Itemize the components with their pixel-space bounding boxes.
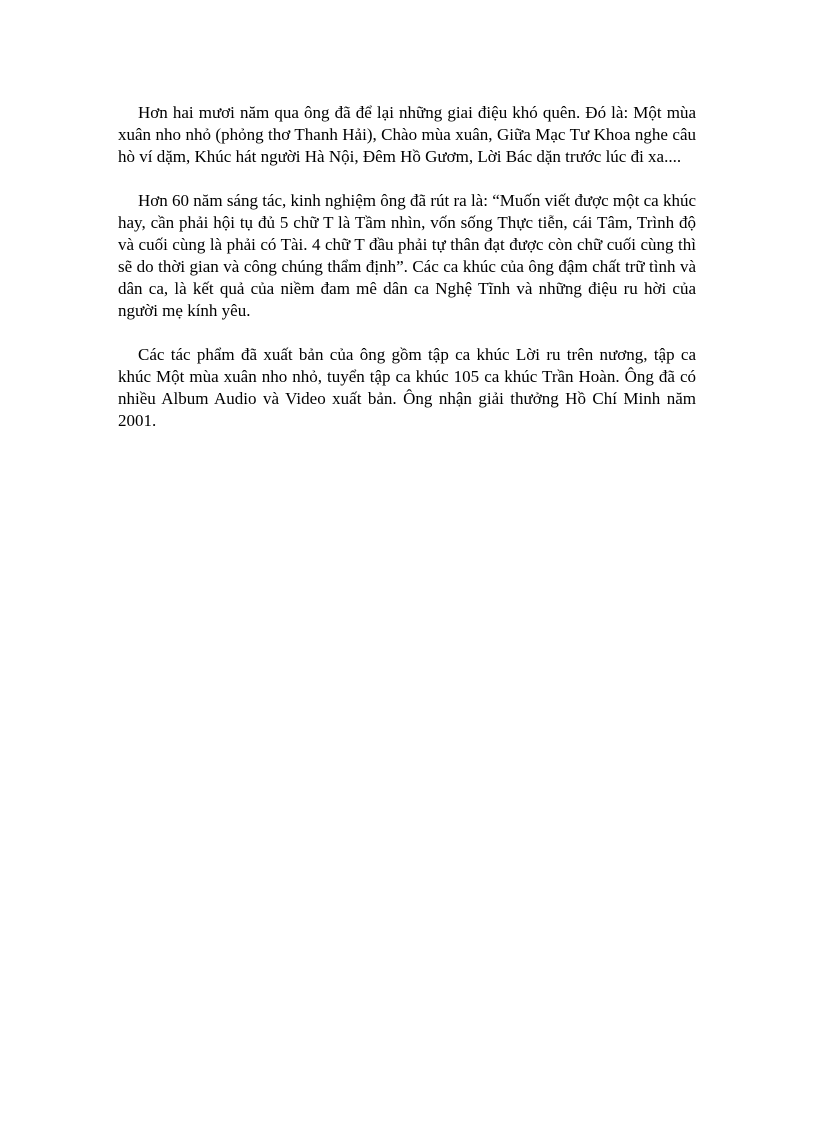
document-body [118,102,696,432]
paragraph-1: Hơn hai mươi năm qua ông đã để lại những giai điệu khó quên. Đó là: Một mùa xuân nho nhỏ (phỏng thơ Thanh Hải), Chào mùa xuân, Giữa Mạc Tư Khoa nghe câu hò ví dặm, Khúc hát người Hà Nội, Đêm Hồ Gươm, Lời Bác dặn trước lúc đi xa.... [118,103,696,166]
paragraph-2: Hơn 60 năm sáng tác, kinh nghiệm ông đã rút ra là: “Muốn viết được một ca khúc hay, cần phải hội tụ đủ 5 chữ T là Tầm nhìn, vốn sống Thực tiễn, cái Tâm, Trình độ và cuối cùng là phải có Tài. 4 chữ T đầu phải tự thân đạt được còn chữ cuối cùng thì sẽ do thời gian và công chúng thẩm định”. Các ca khúc của ông đậm chất trữ tình và dân ca, là kết quả của niềm đam mê dân ca Nghệ Tĩnh và những điệu ru hời của người mẹ kính yêu. [118,191,696,320]
paragraph-3: Các tác phẩm đã xuất bản của ông gồm tập ca khúc Lời ru trên nương, tập ca khúc Một mùa xuân nho nhỏ, tuyển tập ca khúc 105 ca khúc Trần Hoàn. Ông đã có nhiều Album Audio và Video xuất bản. Ông nhận giải thưởng Hồ Chí Minh năm 2001. [118,345,696,430]
